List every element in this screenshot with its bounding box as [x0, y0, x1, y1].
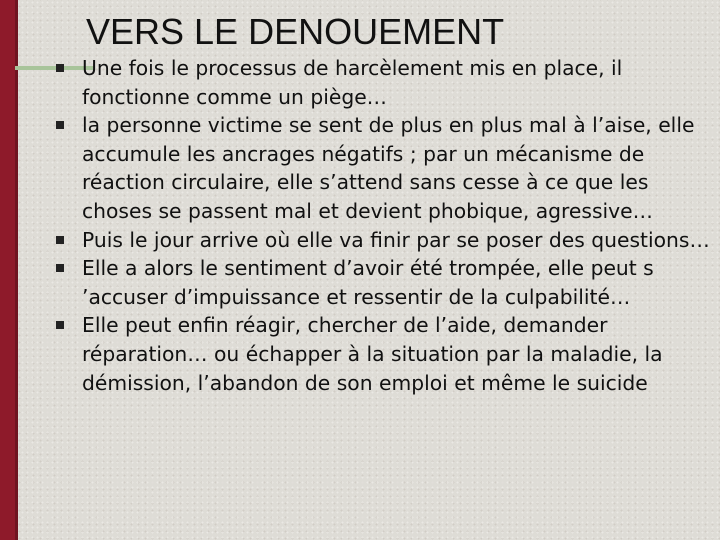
bullet-item [56, 254, 712, 311]
bullet-item [56, 54, 712, 111]
bullet-text: Une fois le processus de harcèlement mis en place, il fonctionne comme un piège… [82, 56, 623, 109]
square-bullet-icon [56, 64, 64, 72]
bullet-list [56, 54, 712, 397]
square-bullet-icon [56, 236, 64, 244]
bullet-item [56, 111, 712, 225]
bullet-text: Elle a alors le sentiment d’avoir été trompée, elle peut s ’accuser d’impuissance et ressentir de la culpabilité… [82, 256, 654, 309]
bullet-text: la personne victime se sent de plus en plus mal à l’aise, elle accumule les ancrages négatifs ; par un mécanisme de réaction circulaire, elle s’attend sans cesse à ce que les choses se passent mal et devient phobique, agressive… [82, 113, 695, 223]
square-bullet-icon [56, 121, 64, 129]
bullet-item [56, 311, 712, 397]
left-accent-bar-edge [15, 0, 18, 540]
square-bullet-icon [56, 321, 64, 329]
bullet-item [56, 226, 712, 255]
square-bullet-icon [56, 264, 64, 272]
bullet-text: Elle peut enfin réagir, chercher de l’aide, demander réparation… ou échapper à la situation par la maladie, la démission, l’abandon de son emploi et même le suicide [82, 313, 663, 395]
left-accent-bar [0, 0, 15, 540]
bullet-text: Puis le jour arrive où elle va finir par se poser des questions… [82, 227, 710, 252]
slide-title: VERS LE DENOUEMENT [86, 11, 505, 52]
